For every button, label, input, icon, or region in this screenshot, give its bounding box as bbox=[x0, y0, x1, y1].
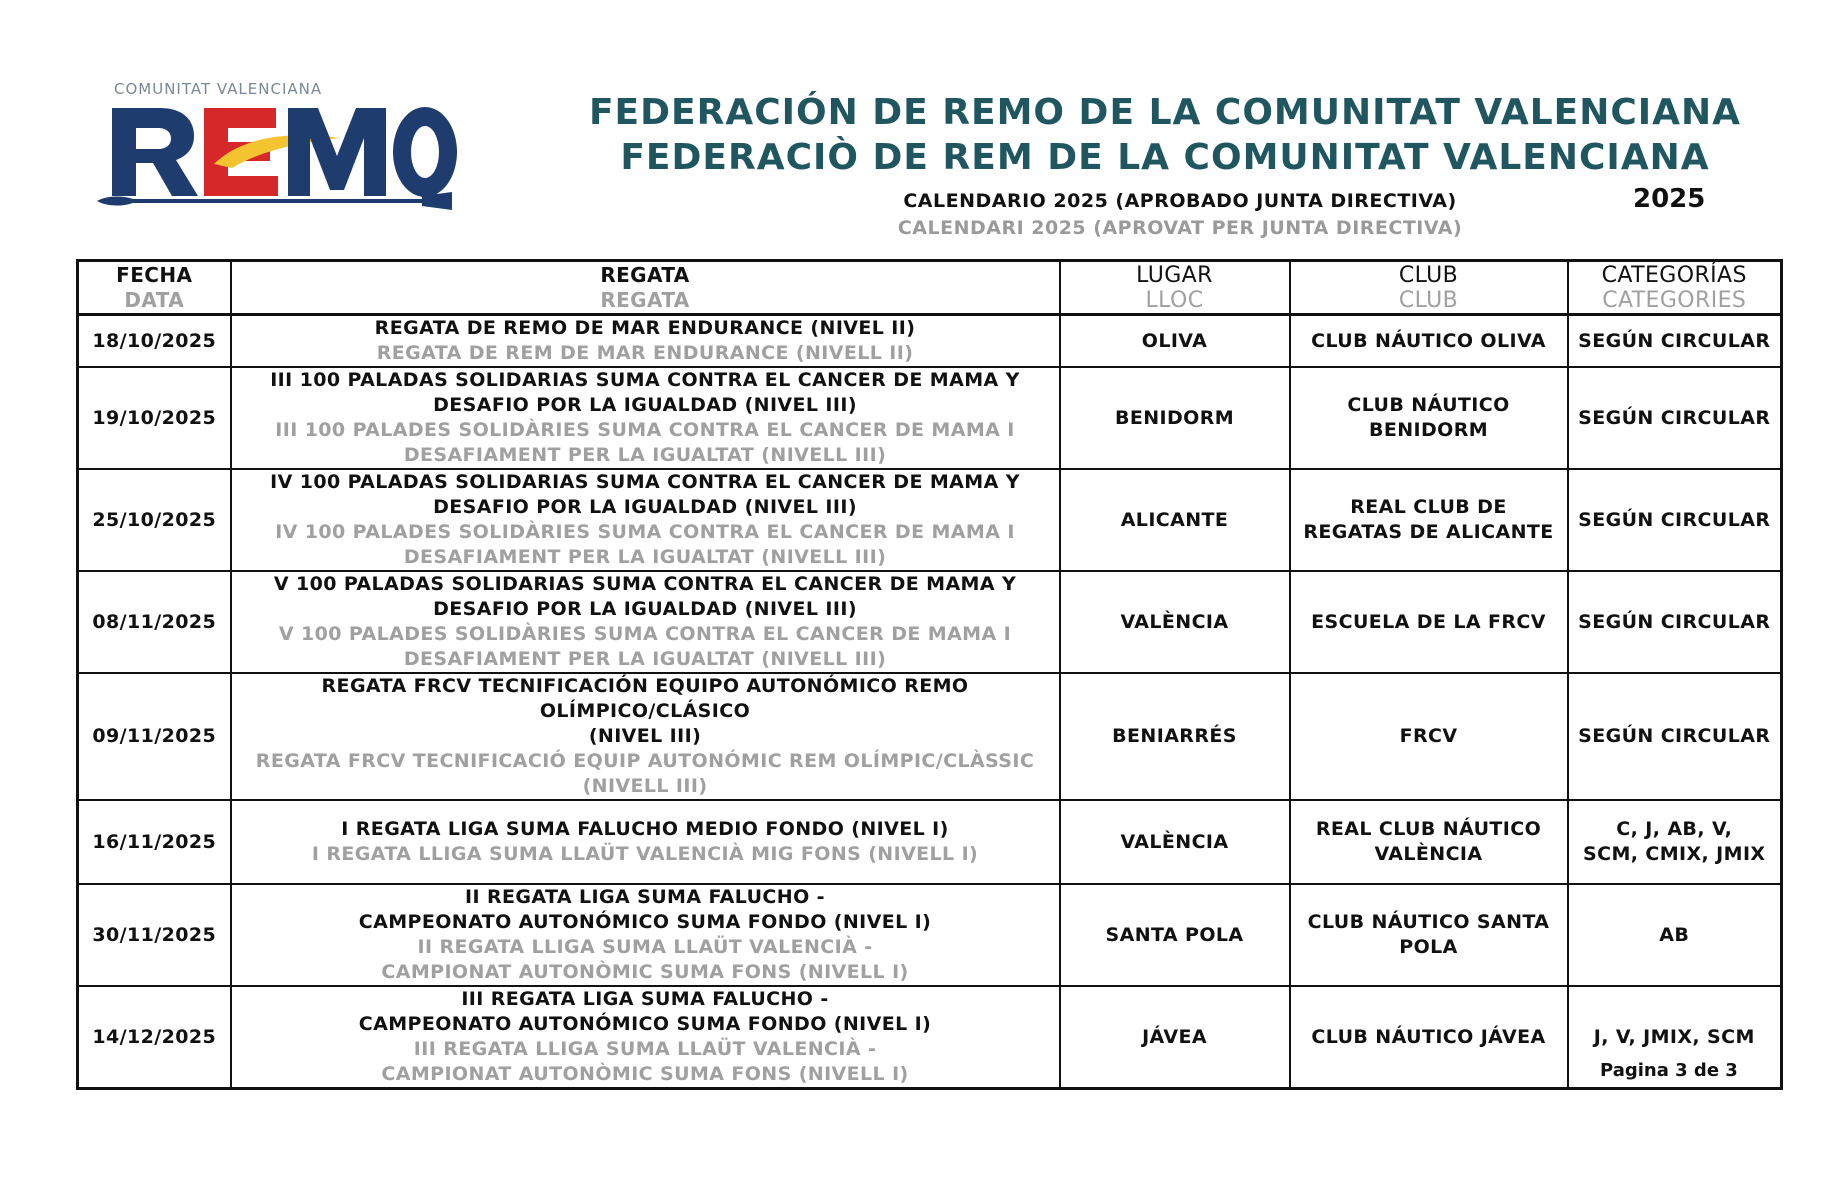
regata-name-es: REGATA DE REMO DE MAR ENDURANCE (NIVEL II) bbox=[374, 317, 916, 339]
regata-name-va: CAMPIONAT AUTONÒMIC SUMA FONS (NIVELL I) bbox=[381, 961, 909, 983]
page-number: Pagina 3 de 3 bbox=[1600, 1060, 1738, 1081]
federation-logo bbox=[92, 76, 462, 216]
regata-name-es: II REGATA LIGA SUMA FALUCHO - bbox=[465, 886, 825, 908]
table-row bbox=[78, 315, 1782, 368]
cell-fecha bbox=[78, 673, 231, 800]
header-label-translation: LLOC bbox=[1145, 287, 1204, 313]
lugar-text: SANTA POLA bbox=[1105, 923, 1244, 946]
lugar-text: BENIDORM bbox=[1114, 406, 1235, 429]
regata-name-va: III 100 PALADES SOLIDÀRIES SUMA CONTRA EL CANCER DE MAMA I bbox=[275, 419, 1015, 441]
cell-club bbox=[1290, 571, 1568, 673]
categorias-text: SEGÚN CIRCULAR bbox=[1578, 610, 1771, 633]
regata-name-va: III REGATA LLIGA SUMA LLAÜT VALENCIÀ - bbox=[413, 1038, 877, 1060]
regata-name-va: DESAFIAMENT PER LA IGUALTAT (NIVELL III) bbox=[403, 648, 887, 670]
subtitle-va: CALENDARI 2025 (APROVAT PER JUNTA DIRECTIVA) bbox=[897, 217, 1463, 239]
regata-name-es: CAMPEONATO AUTONÓMICO SUMA FONDO (NIVEL I) bbox=[358, 1013, 932, 1035]
cell-categorias bbox=[1568, 315, 1782, 368]
cell-club bbox=[1290, 800, 1568, 884]
lugar-text: JÁVEA bbox=[1142, 1025, 1207, 1048]
lugar-text: BENIARRÉS bbox=[1112, 725, 1237, 747]
regata-name-va: REGATA DE REM DE MAR ENDURANCE (NIVELL II) bbox=[376, 342, 914, 364]
club-text: REAL CLUB DE bbox=[1350, 496, 1507, 518]
cell-club bbox=[1290, 884, 1568, 986]
column-header-fecha bbox=[78, 261, 231, 315]
fecha-text: 08/11/2025 bbox=[92, 610, 217, 633]
regata-name-es: I REGATA LIGA SUMA FALUCHO MEDIO FONDO (NIVEL I) bbox=[341, 818, 949, 840]
categorias-text: SCM, CMIX, JMIX bbox=[1583, 843, 1766, 865]
cell-lugar bbox=[1060, 673, 1290, 800]
cell-club bbox=[1290, 367, 1568, 469]
regata-name-es: III 100 PALADAS SOLIDARIAS SUMA CONTRA EL CANCER DE MAMA Y bbox=[270, 369, 1020, 391]
regata-name-va: REGATA FRCV TECNIFICACIÓ EQUIP AUTONÓMIC REM OLÍMPIC/CLÀSSIC (NIVELL III) bbox=[255, 750, 1035, 797]
regata-name-es: DESAFIO POR LA IGUALDAD (NIVEL III) bbox=[433, 394, 857, 416]
header-label-translation: CLUB bbox=[1398, 287, 1459, 313]
categorias-text: SEGÚN CIRCULAR bbox=[1578, 508, 1771, 531]
header-label: FECHA bbox=[116, 262, 193, 287]
cell-fecha bbox=[78, 571, 231, 673]
club-text: VALÈNCIA bbox=[1374, 843, 1483, 865]
cell-fecha bbox=[78, 800, 231, 884]
club-text: POLA bbox=[1399, 936, 1458, 958]
table-row bbox=[78, 986, 1782, 1089]
table-row bbox=[78, 571, 1782, 673]
remo-logo-icon bbox=[92, 76, 462, 216]
categorias-text: SEGÚN CIRCULAR bbox=[1578, 406, 1771, 429]
categorias-text: SEGÚN CIRCULAR bbox=[1578, 329, 1771, 352]
cell-club bbox=[1290, 469, 1568, 571]
column-header-categorias bbox=[1568, 261, 1782, 315]
club-text: ESCUELA DE LA FRCV bbox=[1311, 610, 1546, 633]
cell-fecha bbox=[78, 315, 231, 368]
cell-categorias bbox=[1568, 884, 1782, 986]
cell-regata bbox=[231, 800, 1060, 884]
fecha-text: 16/11/2025 bbox=[92, 830, 217, 853]
header-label: REGATA bbox=[600, 262, 690, 287]
table-row bbox=[78, 367, 1782, 469]
fecha-text: 09/11/2025 bbox=[92, 725, 217, 747]
cell-categorias bbox=[1568, 571, 1782, 673]
lugar-text: OLIVA bbox=[1141, 329, 1208, 352]
header-label: CLUB bbox=[1398, 262, 1459, 288]
calendar-table bbox=[76, 259, 1783, 1090]
cell-regata bbox=[231, 367, 1060, 469]
header-label-translation: CATEGORIES bbox=[1602, 287, 1747, 313]
regata-name-va: I REGATA LLIGA SUMA LLAÜT VALENCIÀ MIG FONS (NIVELL I) bbox=[311, 843, 979, 865]
table-header-row bbox=[78, 261, 1782, 315]
table-row bbox=[78, 673, 1782, 800]
fecha-text: 19/10/2025 bbox=[92, 406, 217, 429]
cell-lugar bbox=[1060, 571, 1290, 673]
regata-name-es: (NIVEL III) bbox=[588, 725, 702, 747]
cell-fecha bbox=[78, 884, 231, 986]
regata-name-es: III REGATA LIGA SUMA FALUCHO - bbox=[461, 988, 829, 1010]
logo-org-label: COMUNITAT VALENCIANA bbox=[114, 80, 323, 98]
subtitle-es: CALENDARIO 2025 (APROBADO JUNTA DIRECTIVA) bbox=[903, 190, 1457, 212]
column-header-club bbox=[1290, 261, 1568, 315]
lugar-text: ALICANTE bbox=[1120, 508, 1229, 531]
regata-name-va: V 100 PALADES SOLIDÀRIES SUMA CONTRA EL CANCER DE MAMA I bbox=[278, 623, 1012, 645]
cell-regata bbox=[231, 673, 1060, 800]
column-header-lugar bbox=[1060, 261, 1290, 315]
cell-regata bbox=[231, 571, 1060, 673]
regata-name-es: DESAFIO POR LA IGUALDAD (NIVEL III) bbox=[433, 496, 857, 518]
club-text: CLUB NÁUTICO BENIDORM bbox=[1347, 394, 1510, 441]
cell-club bbox=[1290, 673, 1568, 800]
regata-name-va: IV 100 PALADES SOLIDÀRIES SUMA CONTRA EL CANCER DE MAMA I bbox=[275, 521, 1015, 543]
calendar-body bbox=[78, 315, 1782, 1089]
fecha-text: 30/11/2025 bbox=[92, 923, 217, 946]
cell-club bbox=[1290, 315, 1568, 368]
club-text: CLUB NÁUTICO OLIVA bbox=[1311, 329, 1546, 352]
regata-name-es: REGATA FRCV TECNIFICACIÓN EQUIPO AUTONÓMICO REMO OLÍMPICO/CLÁSICO bbox=[321, 675, 969, 722]
cell-lugar bbox=[1060, 884, 1290, 986]
categorias-text: J, V, JMIX, SCM bbox=[1593, 1025, 1755, 1048]
cell-lugar bbox=[1060, 469, 1290, 571]
regata-name-es: DESAFIO POR LA IGUALDAD (NIVEL III) bbox=[433, 598, 857, 620]
regata-name-es: CAMPEONATO AUTONÓMICO SUMA FONDO (NIVEL I) bbox=[358, 911, 932, 933]
cell-categorias bbox=[1568, 673, 1782, 800]
club-text: FRCV bbox=[1399, 725, 1458, 747]
header-label-translation: REGATA bbox=[600, 287, 690, 312]
cell-lugar bbox=[1060, 367, 1290, 469]
cell-fecha bbox=[78, 367, 231, 469]
fecha-text: 18/10/2025 bbox=[92, 329, 217, 352]
cell-lugar bbox=[1060, 315, 1290, 368]
regata-name-va: CAMPIONAT AUTONÒMIC SUMA FONS (NIVELL I) bbox=[381, 1063, 909, 1085]
regata-name-va: DESAFIAMENT PER LA IGUALTAT (NIVELL III) bbox=[403, 546, 887, 568]
categorias-text: SEGÚN CIRCULAR bbox=[1578, 725, 1771, 747]
regata-name-va: II REGATA LLIGA SUMA LLAÜT VALENCIÀ - bbox=[417, 936, 873, 958]
page-title-va: FEDERACIÒ DE REM DE LA COMUNITAT VALENCIANA bbox=[620, 137, 1710, 178]
cell-categorias bbox=[1568, 800, 1782, 884]
club-text: REGATAS DE ALICANTE bbox=[1303, 521, 1554, 543]
club-text: CLUB NÁUTICO SANTA bbox=[1307, 911, 1550, 933]
column-header-regata bbox=[231, 261, 1060, 315]
cell-categorias bbox=[1568, 469, 1782, 571]
table-row bbox=[78, 469, 1782, 571]
cell-regata bbox=[231, 986, 1060, 1089]
regata-name-va: DESAFIAMENT PER LA IGUALTAT (NIVELL III) bbox=[403, 444, 887, 466]
cell-club bbox=[1290, 986, 1568, 1089]
fecha-text: 14/12/2025 bbox=[92, 1025, 217, 1048]
year-label: 2025 bbox=[1633, 184, 1706, 214]
lugar-text: VALÈNCIA bbox=[1120, 830, 1229, 853]
header-label: LUGAR bbox=[1136, 262, 1213, 288]
cell-lugar bbox=[1060, 986, 1290, 1089]
header-label-translation: DATA bbox=[124, 287, 185, 312]
cell-regata bbox=[231, 884, 1060, 986]
cell-regata bbox=[231, 315, 1060, 368]
club-text: CLUB NÁUTICO JÁVEA bbox=[1311, 1025, 1546, 1048]
lugar-text: VALÈNCIA bbox=[1120, 610, 1229, 633]
cell-fecha bbox=[78, 986, 231, 1089]
cell-lugar bbox=[1060, 800, 1290, 884]
fecha-text: 25/10/2025 bbox=[92, 508, 217, 531]
cell-regata bbox=[231, 469, 1060, 571]
cell-fecha bbox=[78, 469, 231, 571]
regata-name-es: IV 100 PALADAS SOLIDARIAS SUMA CONTRA EL CANCER DE MAMA Y bbox=[270, 471, 1020, 493]
page-title-es: FEDERACIÓN DE REMO DE LA COMUNITAT VALENCIANA bbox=[588, 92, 1742, 133]
categorias-text: AB bbox=[1659, 923, 1690, 946]
regata-name-es: V 100 PALADAS SOLIDARIAS SUMA CONTRA EL CANCER DE MAMA Y bbox=[273, 573, 1017, 595]
table-row bbox=[78, 800, 1782, 884]
cell-categorias bbox=[1568, 367, 1782, 469]
categorias-text: C, J, AB, V, bbox=[1616, 818, 1733, 840]
header-label: CATEGORÍAS bbox=[1601, 262, 1747, 288]
club-text: REAL CLUB NÁUTICO bbox=[1315, 818, 1542, 840]
table-row bbox=[78, 884, 1782, 986]
